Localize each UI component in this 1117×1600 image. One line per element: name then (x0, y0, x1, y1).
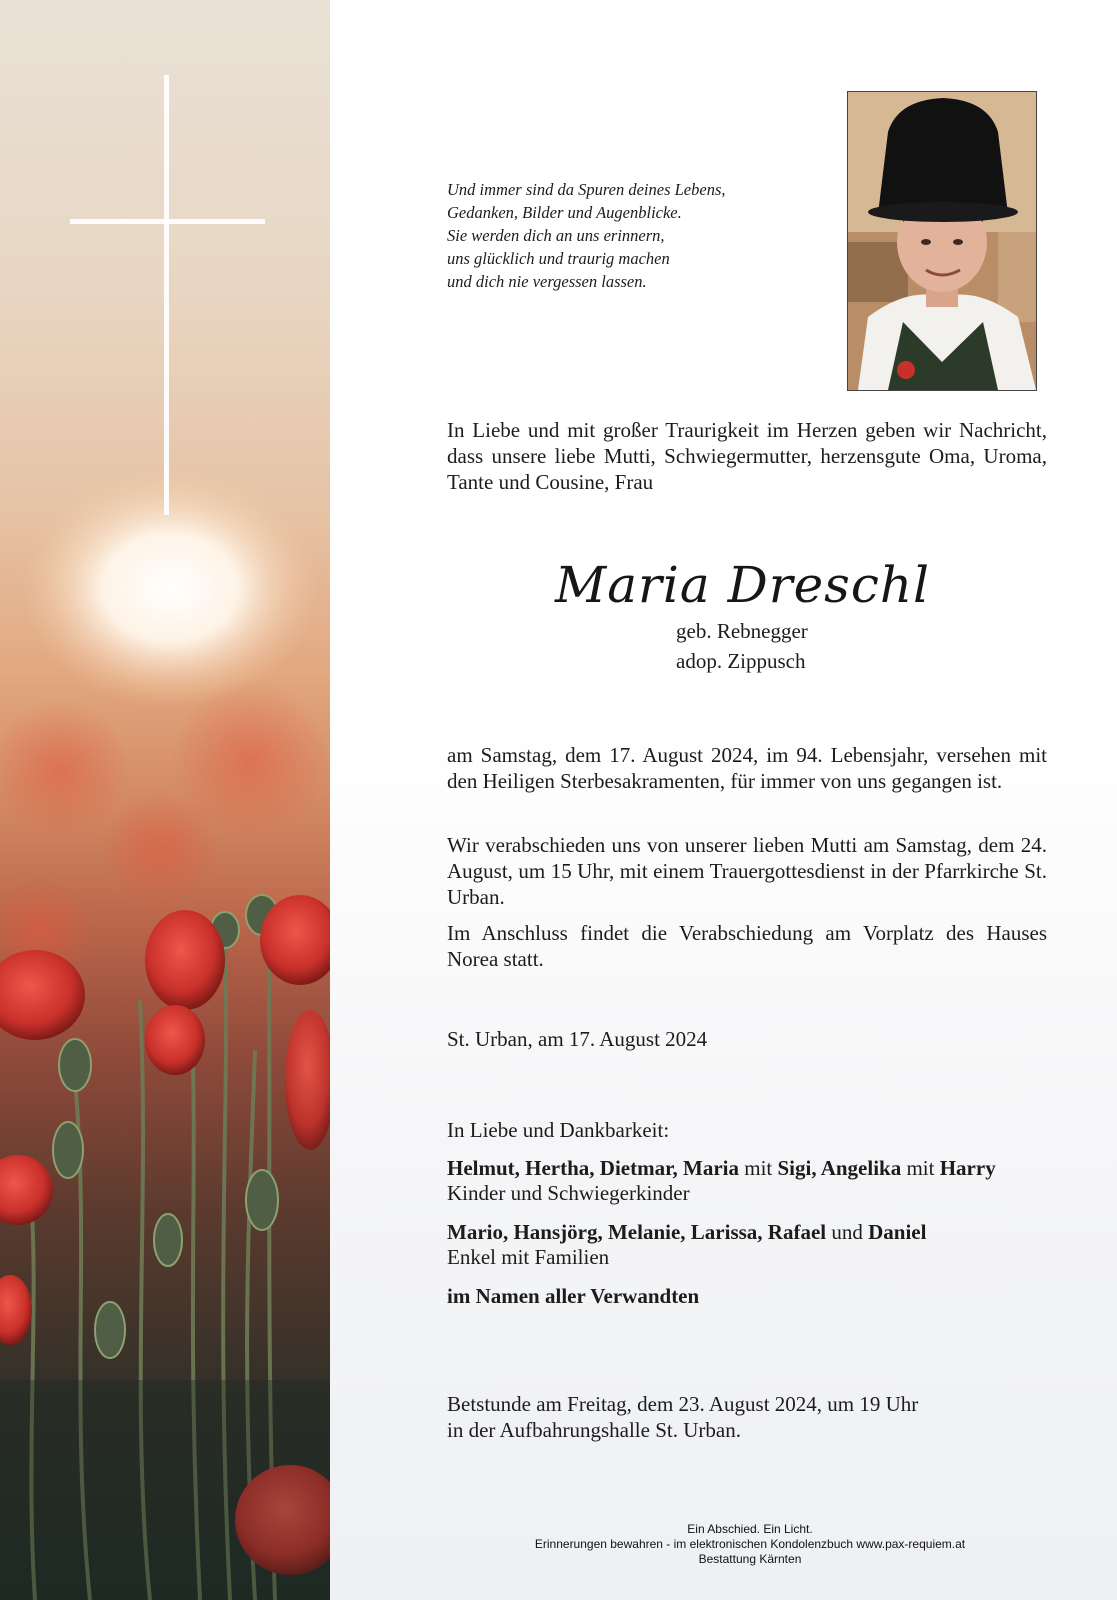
cross-and-poppies-illustration (0, 0, 330, 1600)
quote-line: und dich nie vergessen lassen. (447, 272, 647, 291)
children-label: Kinder und Schwiegerkinder (447, 1181, 690, 1205)
footer-condolence-link[interactable]: Erinnerungen bewahren - im elektronischen Kondolenzbuch www.pax-requiem.at (534, 1537, 966, 1551)
names-group: Daniel (868, 1220, 927, 1244)
children-block (447, 1156, 1047, 1206)
deceased-name: Maria Dreschl (555, 556, 931, 614)
portrait-illustration (848, 92, 1036, 390)
vigil-line: Betstunde am Freitag, dem 23. August 2024, um 19 Uhr (447, 1392, 919, 1416)
footer (490, 1522, 1010, 1567)
children-names (447, 1156, 1047, 1181)
maiden-names (676, 616, 808, 676)
mourners-heading: In Liebe und Dankbarkeit: (447, 1118, 670, 1142)
footer-slogan: Ein Abschied. Ein Licht. (687, 1522, 813, 1536)
names-group: Harry (939, 1156, 996, 1180)
portrait-photo (847, 91, 1037, 391)
memorial-quote (447, 178, 807, 293)
quote-line: Sie werden dich an uns erinnern, (447, 226, 665, 245)
adoptive-name: adop. Zippusch (676, 649, 806, 673)
grandchildren-names (447, 1220, 1047, 1245)
funeral-notice: Wir verabschieden uns von unserer lieben Mutti am Samstag, dem 24. August, um 15 Uhr, mit einem Trauergottesdienst in der Pfarrkirche St. Urban. (447, 833, 1047, 909)
connector: und (831, 1220, 863, 1244)
quote-line: Und immer sind da Spuren deines Lebens, (447, 180, 726, 199)
names-group: Sigi, Angelika (777, 1156, 902, 1180)
place-and-date: St. Urban, am 17. August 2024 (447, 1027, 708, 1051)
names-group: Mario, Hansjörg, Melanie, Larissa, Rafael (447, 1220, 827, 1244)
vigil-line: in der Aufbahrungshalle St. Urban. (447, 1418, 741, 1442)
intro-paragraph: In Liebe und mit großer Traurigkeit im Herzen geben wir Nachricht, dass unsere liebe Mutti, Schwiegermutter, herzensgute Oma, Uroma, Tante und Cousine, Frau (447, 418, 1047, 494)
grandchildren-block (447, 1220, 1047, 1270)
names-group: Helmut, Hertha, Dietmar, Maria (447, 1156, 739, 1180)
death-notice: am Samstag, dem 17. August 2024, im 94. Lebensjahr, versehen mit den Heiligen Sterbesakramenten, für immer von uns gegangen ist. (447, 743, 1047, 793)
quote-line: uns glücklich und traurig machen (447, 249, 670, 268)
vigil-notice (447, 1391, 1047, 1443)
connector: mit (906, 1156, 935, 1180)
quote-line: Gedanken, Bilder und Augenblicke. (447, 203, 682, 222)
sunset-poppy-image (0, 0, 330, 1600)
grandchildren-label: Enkel mit Familien (447, 1245, 610, 1269)
footer-company: Bestattung Kärnten (698, 1552, 802, 1566)
farewell-notice: Im Anschluss findet die Verabschiedung am Vorplatz des Hauses Norea statt. (447, 921, 1047, 971)
birth-name: geb. Rebnegger (676, 619, 808, 643)
connector: mit (744, 1156, 773, 1180)
relatives-line: im Namen aller Verwandten (447, 1284, 700, 1308)
